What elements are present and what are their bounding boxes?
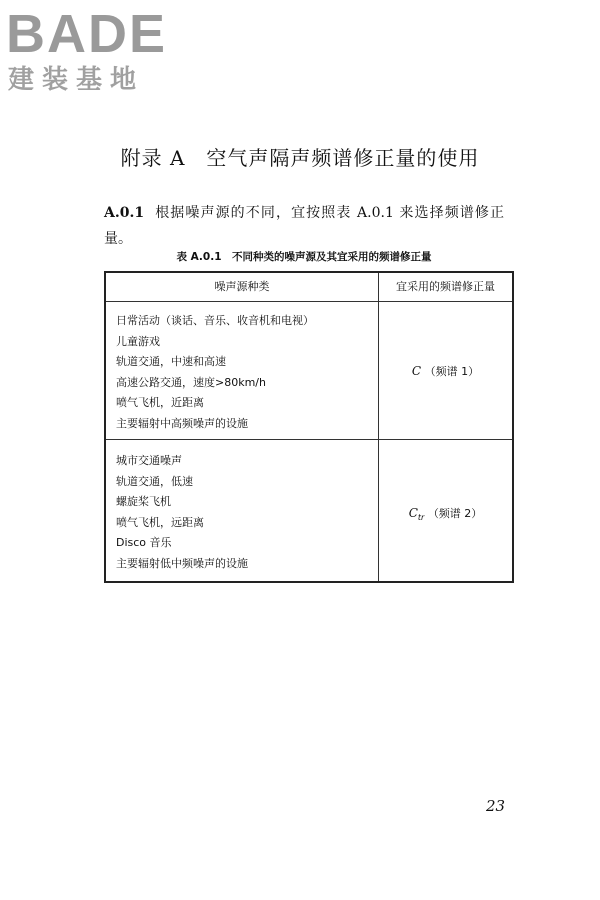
header-noise-source: 噪声源种类 bbox=[214, 280, 270, 293]
source-item: 轨道交通，中速和高速 bbox=[116, 355, 226, 368]
table-row-2-correction bbox=[379, 505, 512, 522]
logo-subtitle: 建装基地 bbox=[8, 65, 145, 95]
correction-subscript: tr bbox=[417, 513, 425, 522]
table-title: 表 A.0.1 不同种类的噪声源及其宜采用的频谱修正量 bbox=[176, 251, 432, 263]
correction-spectrum: （频谱 2） bbox=[427, 507, 483, 520]
column-divider bbox=[378, 273, 379, 581]
source-item: 主要辐射低中频噪声的设施 bbox=[116, 556, 248, 570]
source-item: 螺旋桨飞机 bbox=[116, 495, 171, 508]
row-divider bbox=[106, 439, 512, 440]
table-row-2-sources bbox=[116, 451, 371, 574]
table-row-1-correction bbox=[379, 363, 512, 380]
correction-symbol: C bbox=[408, 506, 418, 520]
noise-source-table bbox=[104, 271, 514, 583]
clause-number: A.0.1 bbox=[104, 205, 145, 221]
source-item: 主要辐射中高频噪声的设施 bbox=[116, 416, 248, 430]
table-row-1-sources bbox=[116, 311, 371, 434]
header-divider bbox=[106, 301, 512, 302]
source-item: Disco 音乐 bbox=[116, 536, 172, 549]
page-number: 23 bbox=[486, 797, 506, 815]
logo-brand: BADE bbox=[6, 4, 168, 64]
correction-spectrum: （频谱 1） bbox=[424, 365, 480, 378]
appendix-title: 附录 A 空气声隔声频谱修正量的使用 bbox=[120, 146, 480, 170]
source-item: 喷气飞机，远距离 bbox=[116, 515, 204, 529]
source-item: 城市交通噪声 bbox=[116, 454, 182, 467]
clause-paragraph bbox=[104, 200, 504, 252]
source-item: 日常活动（谈话、音乐、收音机和电视） bbox=[116, 314, 314, 327]
correction-symbol: C bbox=[411, 364, 422, 378]
source-item: 儿童游戏 bbox=[116, 334, 160, 348]
header-correction: 宜采用的频谱修正量 bbox=[396, 280, 495, 293]
source-item: 轨道交通，低速 bbox=[116, 474, 193, 488]
clause-text: 根据噪声源的不同，宜按照表 A.0.1 来选择频谱修正量。 bbox=[104, 205, 504, 247]
source-item: 高速公路交通，速度>80km/h bbox=[116, 375, 266, 389]
source-item: 喷气飞机，近距离 bbox=[116, 396, 204, 409]
logo bbox=[6, 4, 181, 100]
